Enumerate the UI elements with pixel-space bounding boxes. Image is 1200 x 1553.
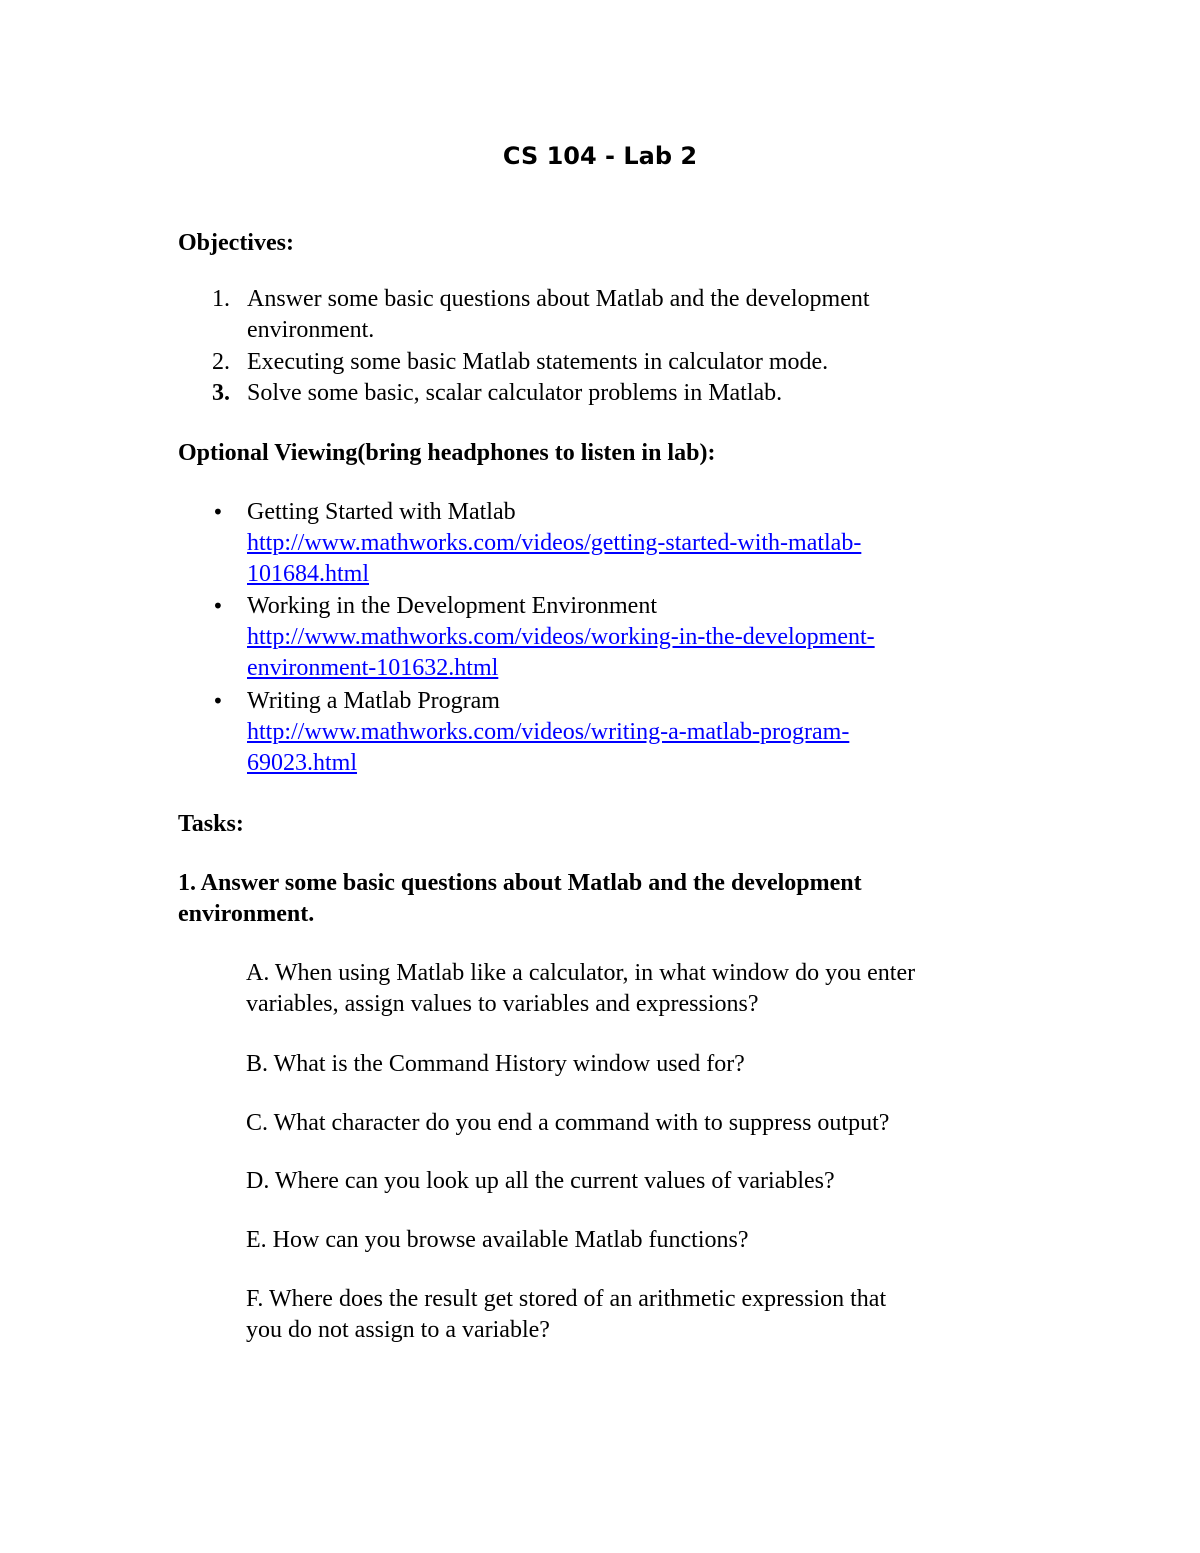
task-1-heading-line: 1. Answer some basic questions about Matlab and the development bbox=[178, 870, 862, 896]
video-label: Working in the Development Environment bbox=[247, 593, 657, 619]
question-line: variables, assign values to variables and expressions? bbox=[246, 991, 759, 1017]
question-line: C. What character do you end a command with to suppress output? bbox=[246, 1110, 890, 1136]
question-e bbox=[246, 1225, 1046, 1256]
bullet-icon: • bbox=[212, 500, 224, 524]
task-1-heading-line: environment. bbox=[178, 901, 315, 927]
video-link[interactable] bbox=[247, 528, 1028, 590]
video-item-2 bbox=[178, 591, 1028, 684]
objective-text: Solve some basic, scalar calculator problems in Matlab. bbox=[247, 380, 783, 406]
objective-number: 2. bbox=[212, 349, 230, 375]
question-f bbox=[246, 1284, 1046, 1346]
bullet-icon: • bbox=[212, 594, 224, 618]
objective-item-1 bbox=[178, 284, 1028, 346]
objective-number: 1. bbox=[212, 286, 230, 312]
objective-text-line: Answer some basic questions about Matlab and the development bbox=[247, 286, 870, 312]
optional-viewing-heading: Optional Viewing(bring headphones to listen in lab): bbox=[178, 440, 716, 466]
video-label: Getting Started with Matlab bbox=[247, 499, 516, 525]
question-line: D. Where can you look up all the current values of variables? bbox=[246, 1168, 835, 1194]
video-link-line[interactable]: 69023.html bbox=[247, 750, 358, 776]
question-a bbox=[246, 958, 1046, 1020]
document-title: CS 104 - Lab 2 bbox=[502, 142, 698, 170]
video-link[interactable] bbox=[247, 622, 1028, 684]
video-link-line[interactable]: 101684.html bbox=[247, 561, 370, 587]
bullet-icon: • bbox=[212, 689, 224, 713]
objective-item-3 bbox=[178, 378, 1028, 409]
question-line: A. When using Matlab like a calculator, in what window do you enter bbox=[246, 960, 916, 986]
tasks-heading: Tasks: bbox=[178, 811, 244, 837]
objective-text: Executing some basic Matlab statements in calculator mode. bbox=[247, 349, 829, 375]
objective-item-2 bbox=[178, 347, 1028, 378]
video-link-line[interactable]: http://www.mathworks.com/videos/working-in-the-development- bbox=[247, 624, 875, 650]
video-label: Writing a Matlab Program bbox=[247, 688, 500, 714]
question-line: F. Where does the result get stored of an arithmetic expression that bbox=[246, 1286, 887, 1312]
question-d bbox=[246, 1166, 1046, 1197]
question-line: you do not assign to a variable? bbox=[246, 1317, 550, 1343]
objective-number: 3. bbox=[212, 380, 230, 406]
question-b bbox=[246, 1049, 1046, 1080]
video-link-line[interactable]: http://www.mathworks.com/videos/getting-started-with-matlab- bbox=[247, 530, 862, 556]
question-c bbox=[246, 1108, 1046, 1139]
task-1-heading bbox=[178, 868, 1078, 930]
question-line: E. How can you browse available Matlab functions? bbox=[246, 1227, 749, 1253]
video-item-1 bbox=[178, 497, 1028, 590]
question-line: B. What is the Command History window used for? bbox=[246, 1051, 745, 1077]
video-link[interactable] bbox=[247, 717, 1028, 779]
video-link-line[interactable]: http://www.mathworks.com/videos/writing-a-matlab-program- bbox=[247, 719, 850, 745]
video-item-3 bbox=[178, 686, 1028, 779]
video-link-line[interactable]: environment-101632.html bbox=[247, 655, 499, 681]
objectives-heading: Objectives: bbox=[178, 230, 294, 256]
objective-text-line: environment. bbox=[247, 317, 375, 343]
